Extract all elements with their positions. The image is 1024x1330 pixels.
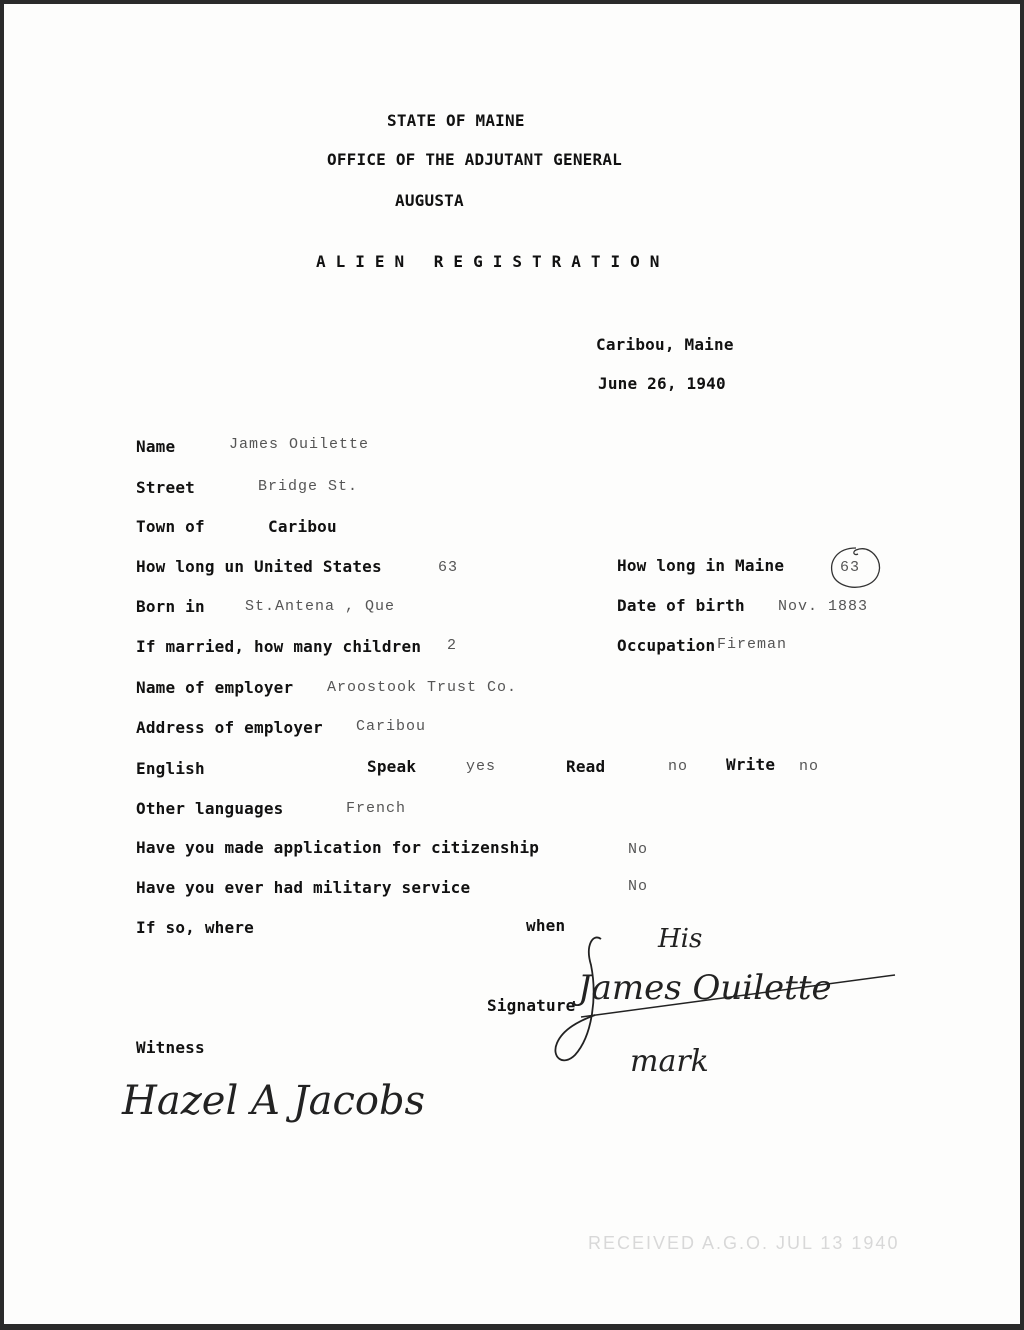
name-value: James Ouilette — [229, 436, 370, 453]
header-city: AUGUSTA — [395, 191, 464, 210]
how-long-us-label: How long un United States — [136, 557, 382, 576]
employer-name-label: Name of employer — [136, 678, 294, 697]
street-value: Bridge St. — [258, 478, 359, 495]
town-value: Caribou — [268, 517, 337, 536]
when-label: when — [526, 916, 566, 935]
speak-value: yes — [466, 758, 497, 775]
citizenship-label: Have you made application for citizenship — [136, 838, 540, 857]
born-in-label: Born in — [136, 597, 205, 616]
write-label: Write — [726, 755, 776, 774]
other-languages-label: Other languages — [136, 799, 284, 818]
children-label: If married, how many children — [136, 637, 422, 656]
write-value: no — [799, 758, 820, 775]
employer-address-value: Caribou — [356, 718, 427, 735]
witness-label: Witness — [136, 1038, 205, 1057]
date: June 26, 1940 — [598, 374, 726, 393]
military-value: No — [628, 878, 649, 895]
scan-border-right — [1020, 0, 1024, 1330]
how-long-maine-value: 63 — [840, 559, 861, 576]
witness-handwritten: Hazel A Jacobs — [122, 1078, 426, 1124]
place: Caribou, Maine — [596, 335, 734, 354]
children-value: 2 — [447, 637, 458, 654]
occupation-label: Occupation — [617, 636, 716, 655]
born-in-value: St.Antena , Que — [245, 598, 396, 615]
date-of-birth-value: Nov. 1883 — [778, 598, 869, 615]
other-languages-value: French — [346, 800, 407, 817]
town-label: Town of — [136, 517, 205, 536]
scan-border-bottom — [0, 1324, 1024, 1330]
how-long-maine-label: How long in Maine — [617, 556, 785, 575]
military-label: Have you ever had military service — [136, 878, 471, 897]
signature-label: Signature — [487, 996, 576, 1015]
street-label: Street — [136, 478, 195, 497]
citizenship-value: No — [628, 841, 649, 858]
signature-his: His — [658, 924, 703, 954]
how-long-us-value: 63 — [438, 559, 459, 576]
read-value: no — [668, 758, 689, 775]
form-title: ALIEN REGISTRATION — [316, 252, 670, 271]
occupation-value: Fireman — [717, 636, 788, 653]
employer-name-value: Aroostook Trust Co. — [327, 679, 518, 696]
scan-border-top — [0, 0, 1024, 4]
date-of-birth-label: Date of birth — [617, 596, 745, 615]
read-label: Read — [566, 757, 606, 776]
signature-handwritten: James Ouilette — [578, 968, 832, 1008]
english-label: English — [136, 759, 205, 778]
employer-address-label: Address of employer — [136, 718, 323, 737]
name-label: Name — [136, 437, 176, 456]
signature-mark: mark — [630, 1044, 709, 1079]
header-state: STATE OF MAINE — [387, 111, 525, 130]
speak-label: Speak — [367, 757, 417, 776]
header-office: OFFICE OF THE ADJUTANT GENERAL — [327, 150, 622, 169]
scan-border-left — [0, 0, 4, 1330]
received-stamp: RECEIVED A.G.O. JUL 13 1940 — [588, 1233, 900, 1253]
if-so-where-label: If so, where — [136, 918, 254, 937]
